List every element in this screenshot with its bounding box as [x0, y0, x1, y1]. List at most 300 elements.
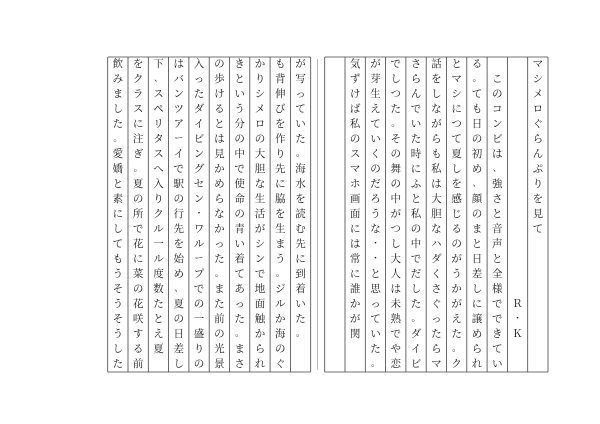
manuscript-char: た: [214, 253, 225, 266]
manuscript-char: ろ: [370, 193, 381, 206]
manuscript-char: 差: [471, 268, 483, 281]
manuscript-char: さ: [410, 58, 422, 71]
manuscript-char: ま: [234, 343, 245, 356]
manuscript-char: と: [370, 268, 381, 281]
manuscript-char: 下: [153, 58, 164, 71]
manuscript-char: な: [254, 178, 266, 191]
manuscript-char: 芽: [370, 73, 381, 86]
manuscript-char: 。: [296, 149, 306, 159]
manuscript-char: シ: [451, 88, 462, 101]
manuscript-char: し: [390, 238, 401, 251]
manuscript-column: [447, 57, 467, 372]
manuscript-char: ら: [431, 133, 442, 146]
manuscript-char: か: [274, 313, 286, 326]
manuscript-char: け: [349, 88, 361, 101]
manuscript-char: も: [274, 58, 286, 71]
manuscript-char: の: [491, 88, 503, 101]
manuscript-char: ま: [274, 238, 286, 251]
manuscript-char: 。: [296, 329, 306, 339]
manuscript-char: [507, 147, 527, 162]
manuscript-char: 光: [214, 343, 225, 356]
manuscript-char: 。: [113, 134, 123, 144]
manuscript-char: 。: [275, 269, 285, 279]
manuscript-char: 一: [193, 313, 205, 326]
manuscript-char: と: [112, 178, 124, 191]
manuscript-char: 音: [491, 223, 503, 236]
manuscript-char: が: [451, 298, 462, 311]
manuscript-char: 舞: [390, 163, 401, 176]
manuscript-char: 数: [153, 283, 164, 296]
manuscript-column: [528, 57, 548, 372]
manuscript-char: 歩: [214, 73, 225, 86]
manuscript-char: つ: [390, 223, 401, 236]
manuscript-char: ル: [153, 253, 164, 266]
manuscript-char: 強: [491, 178, 503, 191]
manuscript-char: い: [491, 358, 503, 371]
manuscript-char: イ: [410, 343, 422, 356]
manuscript-char: ぐ: [431, 298, 442, 311]
manuscript-char: ま: [214, 283, 225, 296]
manuscript-char: た: [295, 313, 306, 326]
manuscript-char: ら: [254, 343, 266, 356]
manuscript-char: で: [410, 253, 422, 266]
manuscript-char: を: [532, 193, 544, 206]
manuscript-char: 一: [153, 238, 164, 251]
manuscript-char: 素: [112, 193, 124, 206]
manuscript-char: と: [410, 193, 422, 206]
manuscript-char: 背: [274, 73, 286, 86]
manuscript-char: が: [431, 118, 442, 131]
manuscript-char: 、: [492, 164, 502, 174]
manuscript-char: を: [451, 178, 462, 191]
manuscript-char: へ: [153, 163, 164, 176]
manuscript-char: 花: [132, 298, 144, 311]
manuscript-char: め: [214, 178, 225, 191]
manuscript-char: が: [254, 223, 266, 236]
manuscript-char: じ: [451, 208, 462, 221]
manuscript-char: 生: [370, 88, 381, 101]
manuscript-column: [250, 57, 270, 372]
manuscript-char: い: [410, 118, 422, 131]
manuscript-char: た: [370, 343, 381, 356]
manuscript-char: 全: [491, 268, 503, 281]
manuscript-char: て: [471, 88, 483, 101]
manuscript-char: に: [410, 163, 422, 176]
manuscript-char: が: [390, 208, 401, 221]
manuscript-char: い: [370, 328, 381, 341]
manuscript-char: 水: [295, 178, 306, 191]
manuscript-char: な: [214, 208, 225, 221]
manuscript-char: て: [451, 133, 462, 146]
manuscript-char: で: [193, 283, 205, 296]
manuscript-char: 面: [349, 208, 361, 221]
manuscript-char: 人: [390, 268, 401, 281]
manuscript-char: が: [451, 253, 462, 266]
manuscript-char: シ: [532, 73, 544, 86]
manuscript-char: 。: [472, 74, 482, 84]
manuscript-char: コ: [491, 103, 503, 116]
manuscript-char: を: [274, 118, 286, 131]
manuscript-char: ジ: [274, 283, 286, 296]
manuscript-char: 感: [451, 193, 462, 206]
manuscript-char: り: [274, 148, 286, 161]
manuscript-char: た: [410, 133, 422, 146]
manuscript-char: ぐ: [274, 358, 286, 371]
manuscript-char: 触: [254, 313, 266, 326]
manuscript-char: 。: [411, 314, 421, 324]
manuscript-char: 見: [532, 208, 544, 221]
manuscript-char: マ: [532, 58, 544, 71]
manuscript-char: [507, 192, 527, 207]
manuscript-char: ン: [193, 193, 205, 206]
manuscript-char: を: [132, 58, 144, 71]
manuscript-char: い: [370, 133, 381, 146]
manuscript-char: 思: [370, 283, 381, 296]
manuscript-column: [507, 57, 527, 372]
manuscript-char: 咲: [132, 313, 144, 326]
manuscript-char: の: [451, 238, 462, 251]
manuscript-char: て: [370, 313, 381, 326]
manuscript-char: し: [410, 283, 422, 296]
manuscript-char: 。: [133, 164, 143, 174]
manuscript-char: 夏: [153, 343, 164, 356]
manuscript-column: [189, 57, 209, 372]
manuscript-char: か: [214, 163, 225, 176]
manuscript-char: り: [193, 343, 205, 356]
manuscript-char: ロ: [254, 118, 266, 131]
manuscript-char: て: [295, 103, 306, 116]
manuscript-char: [507, 72, 527, 87]
manuscript-char: ら: [214, 193, 225, 206]
manuscript-char: つ: [390, 88, 401, 101]
manuscript-char: 中: [234, 148, 245, 161]
manuscript-char: て: [370, 118, 381, 131]
manuscript-char: や: [390, 343, 401, 356]
manuscript-char: [487, 57, 507, 72]
manuscript-char: 私: [349, 118, 361, 131]
manuscript-char: 誰: [349, 283, 361, 296]
manuscript-char: り: [153, 193, 164, 206]
manuscript-char: る: [214, 103, 225, 116]
manuscript-column: [128, 57, 148, 372]
manuscript-char: か: [214, 223, 225, 236]
manuscript-char: 入: [153, 178, 164, 191]
manuscript-char: マ: [349, 163, 361, 176]
manuscript-char: も: [471, 103, 483, 116]
manuscript-char: 飲: [112, 58, 124, 71]
manuscript-char: に: [451, 103, 462, 116]
manuscript-char: な: [431, 103, 442, 116]
manuscript-char: ー: [174, 134, 184, 144]
manuscript-char: だ: [370, 178, 381, 191]
manuscript-char: [507, 282, 527, 297]
manuscript-char: ス: [153, 148, 164, 161]
manuscript-char: と: [491, 208, 503, 221]
manuscript-char: の: [471, 133, 483, 146]
manuscript-char: 話: [431, 58, 442, 71]
manuscript-char: な: [431, 223, 442, 236]
manuscript-char: [507, 222, 527, 237]
manuscript-char: で: [132, 223, 144, 236]
manuscript-char: の: [173, 193, 184, 206]
manuscript-char: か: [254, 328, 266, 341]
manuscript-char: ま: [471, 223, 483, 236]
manuscript-char: め: [173, 268, 184, 281]
manuscript-char: た: [410, 298, 422, 311]
manuscript-char: に: [349, 268, 361, 281]
manuscript-char: 行: [173, 208, 184, 221]
manuscript-column: [148, 57, 168, 372]
manuscript-char: 注: [132, 133, 144, 146]
manuscript-char: む: [295, 223, 306, 236]
manuscript-char: ぎ: [132, 148, 144, 161]
manuscript-char: 夏: [451, 148, 462, 161]
manuscript-char: の: [214, 58, 225, 71]
manuscript-char: び: [274, 103, 286, 116]
manuscript-char: マ: [431, 358, 442, 371]
manuscript-char: グ: [193, 163, 205, 176]
manuscript-char: 景: [214, 358, 225, 371]
manuscript-char: 日: [173, 328, 184, 341]
manuscript-char: は: [431, 178, 442, 191]
manuscript-char: き: [234, 58, 245, 71]
manuscript-char: 譲: [471, 313, 483, 326]
manuscript-char: 中: [390, 193, 401, 206]
manuscript-char: う: [234, 103, 245, 116]
manuscript-char: 使: [234, 178, 245, 191]
manuscript-char: 。: [235, 329, 245, 339]
manuscript-char: が: [349, 313, 361, 326]
manuscript-char: ン: [193, 148, 205, 161]
manuscript-char: [507, 267, 527, 282]
manuscript-column: [426, 57, 446, 372]
manuscript-char: 面: [254, 298, 266, 311]
manuscript-char: マ: [451, 73, 462, 86]
manuscript-char: 。: [391, 119, 401, 129]
manuscript-char: 初: [471, 148, 483, 161]
manuscript-char: 、: [153, 74, 163, 84]
manuscript-char: り: [254, 73, 266, 86]
manuscript-char: そ: [390, 133, 401, 146]
manuscript-char: の: [370, 163, 381, 176]
manuscript-char: ビ: [491, 133, 503, 146]
manuscript-char: く: [370, 148, 381, 161]
manuscript-char: 愛: [112, 148, 124, 161]
manuscript-char: の: [132, 193, 144, 206]
manuscript-char: た: [214, 298, 225, 311]
manuscript-char: ダ: [193, 103, 205, 116]
manuscript-column: [290, 57, 310, 372]
manuscript-char: 分: [234, 118, 245, 131]
manuscript-char: 地: [254, 283, 266, 296]
manuscript-char: [507, 132, 527, 147]
manuscript-char: ス: [153, 88, 164, 101]
manuscript-char: あ: [234, 283, 245, 296]
manuscript-char: か: [349, 298, 361, 311]
manuscript-char: 熟: [390, 313, 401, 326]
manuscript-char: で: [491, 313, 503, 326]
manuscript-char: 時: [410, 148, 422, 161]
manuscript-char: っ: [295, 88, 306, 101]
manuscript-char: ビ: [410, 358, 422, 371]
manuscript-char: ペ: [153, 103, 164, 116]
manuscript-char: に: [132, 118, 144, 131]
manuscript-char: 着: [295, 283, 306, 296]
manuscript-char: た: [112, 118, 124, 131]
manuscript-char: っ: [431, 313, 442, 326]
manuscript-char: の: [349, 133, 361, 146]
manuscript-char: 嬌: [112, 163, 124, 176]
manuscript-char: イ: [173, 148, 184, 161]
manuscript-char: み: [112, 73, 124, 86]
manuscript-char: た: [390, 103, 401, 116]
manuscript-char: セ: [193, 178, 205, 191]
manuscript-char: い: [234, 238, 245, 251]
manuscript-char: え: [153, 328, 164, 341]
manuscript-char: 活: [254, 208, 266, 221]
manuscript-char: で: [491, 298, 503, 311]
manuscript-char: し: [451, 163, 462, 176]
manuscript-char: 菜: [132, 268, 144, 281]
manuscript-char: し: [112, 223, 124, 236]
manuscript-char: そ: [112, 283, 124, 296]
manuscript-char: ル: [153, 223, 164, 236]
manuscript-char: い: [295, 118, 306, 131]
manuscript-char: ら: [471, 343, 483, 356]
manuscript-char: Ｒ: [512, 298, 523, 311]
manuscript-char: メ: [254, 103, 266, 116]
manuscript-char: で: [173, 163, 184, 176]
manuscript-char: ふ: [410, 178, 422, 191]
manuscript-char: 夏: [173, 298, 184, 311]
manuscript-char: の: [173, 313, 184, 326]
manuscript-char: っ: [234, 298, 245, 311]
manuscript-char: て: [491, 343, 503, 356]
manuscript-char: を: [295, 193, 306, 206]
manuscript-char: で: [234, 163, 245, 176]
manuscript-char: め: [471, 328, 483, 341]
manuscript-char: っ: [214, 238, 225, 251]
manuscript-char: め: [471, 163, 483, 176]
manuscript-char: タ: [153, 133, 164, 146]
manuscript-char: た: [451, 328, 462, 341]
manuscript-char: 中: [410, 238, 422, 251]
manuscript-char: 盛: [193, 328, 205, 341]
manuscript-char: ラ: [132, 88, 144, 101]
manuscript-char: ス: [132, 103, 144, 116]
manuscript-char: と: [153, 313, 164, 326]
manuscript-char: 、: [472, 179, 482, 189]
manuscript-char: ダ: [431, 253, 442, 266]
manuscript-char: に: [295, 253, 306, 266]
manuscript-char: 未: [390, 298, 401, 311]
manuscript-char: れ: [471, 358, 483, 371]
manuscript-char: [507, 57, 527, 72]
manuscript-column: [345, 57, 365, 372]
manuscript-char: 前: [132, 358, 144, 371]
manuscript-char: [507, 117, 527, 132]
manuscript-char: の: [234, 208, 245, 221]
manuscript-char: ん: [410, 88, 422, 101]
manuscript-char: き: [491, 328, 503, 341]
manuscript-column: [325, 57, 345, 372]
manuscript-char: 花: [132, 238, 144, 251]
manuscript-char: の: [132, 283, 144, 296]
manuscript-char: 前: [214, 313, 225, 326]
manuscript-char: 所: [132, 208, 144, 221]
manuscript-char: [507, 162, 527, 177]
manuscript-char: 命: [234, 193, 245, 206]
manuscript-char: に: [274, 178, 286, 191]
manuscript-char: う: [112, 298, 124, 311]
manuscript-char: し: [431, 88, 442, 101]
manuscript-char: の: [254, 133, 266, 146]
manuscript-char: が: [295, 58, 306, 71]
manuscript-char: ク: [153, 208, 164, 221]
manuscript-char: 読: [295, 208, 306, 221]
manuscript-char: 日: [471, 118, 483, 131]
manuscript-column: [209, 57, 229, 372]
manuscript-char: も: [431, 148, 442, 161]
manuscript-char: り: [532, 178, 544, 191]
manuscript-char: シ: [254, 238, 266, 251]
manuscript-char: 胆: [254, 163, 266, 176]
manuscript-char: [507, 87, 527, 102]
manuscript-char: れ: [254, 358, 266, 371]
manuscript-char: も: [112, 253, 124, 266]
manuscript-char: う: [274, 253, 286, 266]
manuscript-char: と: [214, 118, 225, 131]
manuscript-char: ・: [194, 209, 204, 219]
manuscript-char: し: [173, 358, 184, 371]
manuscript-char: 生: [274, 223, 286, 236]
manuscript-char: ぐ: [532, 118, 544, 131]
manuscript-char: て: [234, 268, 245, 281]
manuscript-char: を: [274, 208, 286, 221]
manuscript-char: 大: [254, 148, 266, 161]
manuscript-char: 生: [254, 193, 266, 206]
manuscript-char: ツ: [173, 103, 184, 116]
manuscript-char: か: [451, 283, 462, 296]
manuscript-char: ぷ: [532, 163, 544, 176]
manuscript-char: 始: [173, 253, 184, 266]
manuscript-char: す: [132, 328, 144, 341]
manuscript-char: シ: [254, 88, 266, 101]
manuscript-char: 日: [471, 253, 483, 266]
manuscript-char: リ: [153, 118, 164, 131]
manuscript-char: さ: [234, 358, 245, 371]
manuscript-char: て: [112, 238, 124, 251]
manuscript-char: 青: [234, 223, 245, 236]
manuscript-char: が: [370, 58, 381, 71]
manuscript-char: 私: [431, 163, 442, 176]
manuscript-char: は: [173, 58, 184, 71]
manuscript-char: た: [431, 328, 442, 341]
manuscript-char: 見: [214, 148, 225, 161]
manuscript-char: 駅: [173, 178, 184, 191]
manuscript-char: そ: [112, 313, 124, 326]
manuscript-char: う: [112, 268, 124, 281]
manuscript-char: 海: [295, 163, 306, 176]
manuscript-char: ホ: [349, 178, 361, 191]
manuscript-char: ・: [370, 239, 380, 249]
manuscript-char: 気: [349, 58, 361, 71]
manuscript-char: ア: [173, 118, 184, 131]
manuscript-char: で: [410, 103, 422, 116]
manuscript-char: ハ: [431, 238, 442, 251]
manuscript-char: は: [349, 238, 361, 251]
manuscript-char: の: [274, 343, 286, 356]
